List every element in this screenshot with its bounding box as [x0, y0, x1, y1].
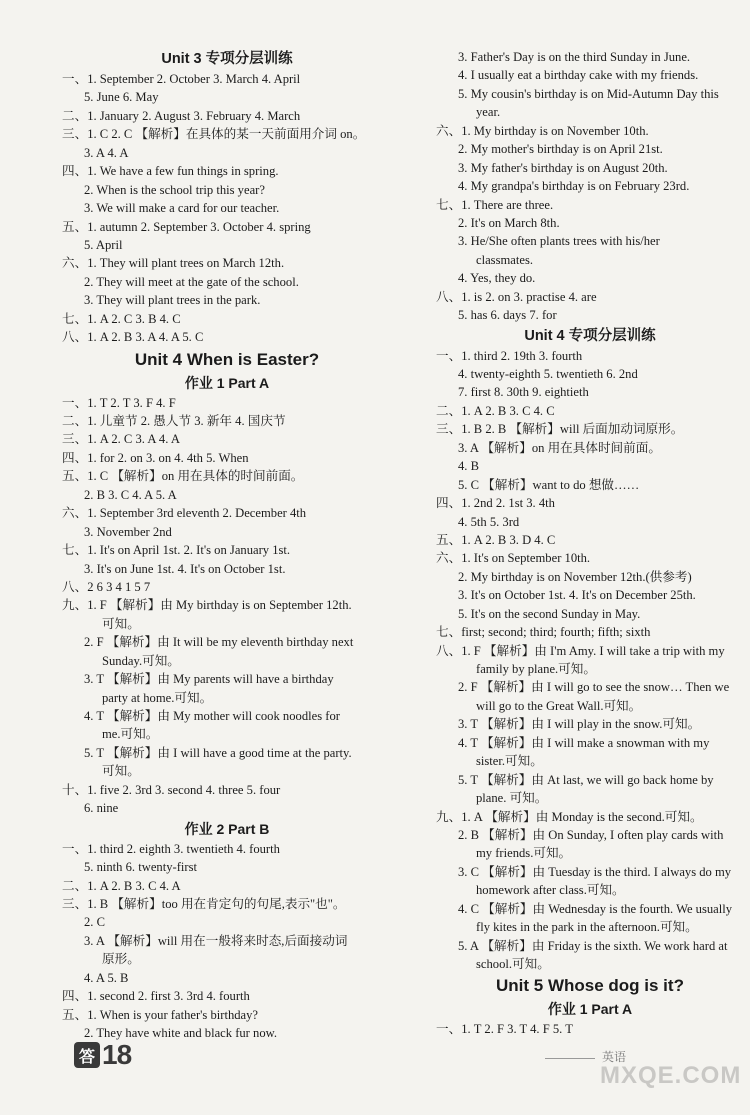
- answer-line: 四、1. We have a few fun things in spring.: [62, 164, 279, 179]
- answer-line: 3. November 2nd: [84, 524, 172, 539]
- answer-line: 六、1. It's on September 10th.: [436, 551, 591, 566]
- answer-line: my friends.可知。: [476, 846, 572, 861]
- answer-line: 4. C 【解析】由 Wednesday is the fourth. We usually: [458, 901, 733, 916]
- answer-line: 3. It's on June 1st. 4. It's on October 1st.: [84, 561, 286, 576]
- answer-line: 5. C 【解析】want to do 想做……: [458, 477, 640, 492]
- answer-line: 4. twenty-eighth 5. twentieth 6. 2nd: [458, 367, 638, 381]
- answer-line: 一、1. September 2. October 3. March 4. April: [62, 72, 301, 86]
- answer-line: 二、1. January 2. August 3. February 4. March: [62, 108, 301, 123]
- answer-line: 五、1. When is your father's birthday?: [62, 1007, 259, 1022]
- answer-line: 二、1. A 2. B 3. C 4. C: [436, 403, 555, 418]
- answer-line: 5. June 6. May: [84, 90, 159, 105]
- answer-line: 3. He/She often plants trees with his/her: [458, 234, 660, 249]
- answer-line: 九、1. F 【解析】由 My birthday is on September 12th.: [62, 598, 352, 613]
- answer-line: 八、1. A 2. B 3. A 4. A 5. C: [62, 330, 204, 345]
- answer-line: 3. It's on October 1st. 4. It's on December 25th.: [458, 588, 696, 603]
- answer-line: 2. They will meet at the gate of the school.: [84, 274, 299, 289]
- answer-line: 4. A 5. B: [84, 970, 129, 985]
- answer-line: 十、1. five 2. 3rd 3. second 4. three 5. four: [62, 782, 281, 797]
- answer-line: 4. I usually eat a birthday cake with my friends.: [458, 68, 699, 83]
- answer-line: will go to the Great Wall.可知。: [476, 698, 642, 713]
- answer-line: 五、1. C 【解析】on 用在具体的时间前面。: [62, 469, 304, 484]
- answer-line: party at home.可知。: [102, 690, 213, 705]
- answer-line: 5. T 【解析】由 At last, we will go back home by: [458, 772, 714, 787]
- answer-line: 4. My grandpa's birthday is on February 23rd.: [458, 179, 690, 194]
- answer-line: 7. first 8. 30th 9. eightieth: [458, 385, 589, 400]
- right-column: [436, 48, 744, 1039]
- answer-line: 九、1. A 【解析】由 Monday is the second.可知。: [436, 809, 703, 824]
- answer-line: 5. has 6. days 7. for: [458, 308, 557, 323]
- answer-line: 2. F 【解析】由 I will go to see the snow… Then we: [458, 680, 730, 695]
- answer-line: 2. My mother's birthday is on April 21st.: [458, 142, 663, 157]
- answer-line: 八、1. F 【解析】由 I'm Amy. I will take a trip with my: [436, 643, 725, 658]
- unit-heading: Unit 5 Whose dog is it?: [496, 976, 684, 996]
- answer-line: 三、1. B 2. B 【解析】will 后面加动词原形。: [436, 422, 684, 437]
- answer-line: 四、1. for 2. on 3. on 4. 4th 5. When: [62, 450, 249, 465]
- page-footer-badge: [74, 1040, 144, 1070]
- answer-line: 3. A 【解析】on 用在具体时间前面。: [458, 440, 661, 455]
- answer-line: 四、1. 2nd 2. 1st 3. 4th: [436, 496, 555, 511]
- answer-line: 七、1. It's on April 1st. 2. It's on January 1st.: [62, 543, 291, 558]
- answer-line: 3. C 【解析】由 Tuesday is the third. I always do my: [458, 864, 732, 879]
- part-heading: 作业 1 Part A: [547, 1001, 633, 1018]
- answer-line: 3. My father's birthday is on August 20th.: [458, 160, 668, 175]
- answer-line: 5. ninth 6. twenty-first: [84, 860, 197, 875]
- answer-line: 5. It's on the second Sunday in May.: [458, 606, 641, 621]
- answer-line: 二、1. 儿童节 2. 愚人节 3. 新年 4. 国庆节: [62, 414, 286, 428]
- answer-line: 2. F 【解析】由 It will be my eleventh birthday next: [84, 635, 354, 650]
- part-heading: 作业 1 Part A: [184, 374, 270, 391]
- answer-line: 3. T 【解析】由 I will play in the snow.可知。: [458, 717, 701, 732]
- answer-line: 六、1. September 3rd eleventh 2. December 4th: [62, 506, 307, 521]
- answer-line: 3. A 4. A: [84, 145, 129, 160]
- answer-line: 2. My birthday is on November 12th.(供参考): [458, 569, 692, 584]
- answer-line: 4. Yes, they do.: [458, 271, 536, 286]
- answer-line: 2. B 【解析】由 On Sunday, I often play cards with: [458, 827, 724, 842]
- answer-line: Sunday.可知。: [102, 653, 180, 668]
- answer-line: 2. B 3. C 4. A 5. A: [84, 487, 177, 502]
- answer-line: 一、1. T 2. F 3. T 4. F 5. T: [436, 1022, 573, 1037]
- section-heading: Unit 4 专项分层训练: [524, 327, 656, 344]
- answer-line: 可知。: [102, 764, 140, 779]
- answer-line: 3. T 【解析】由 My parents will have a birthday: [84, 672, 334, 687]
- answer-line: 原形。: [102, 952, 140, 967]
- answer-line: 可知。: [102, 616, 140, 631]
- answer-line: 5. T 【解析】由 I will have a good time at the party.: [84, 745, 352, 760]
- answer-line: 2. C: [84, 915, 105, 930]
- answer-line: 3. Father's Day is on the third Sunday in June.: [458, 50, 691, 64]
- answer-line: 4. B: [458, 459, 479, 474]
- answer-line: 六、1. My birthday is on November 10th.: [436, 123, 649, 138]
- section-heading: Unit 3 专项分层训练: [161, 51, 293, 67]
- answer-line: 一、1. third 2. eighth 3. twentieth 4. fourth: [62, 841, 280, 856]
- answer-line: 4. 5th 5. 3rd: [458, 514, 520, 529]
- answer-line: 4. T 【解析】由 I will make a snowman with my: [458, 735, 710, 750]
- answer-line: 5. April: [84, 237, 123, 252]
- answer-badge-icon: 答: [74, 1042, 100, 1068]
- answer-line: 5. My cousin's birthday is on Mid-Autumn Day this: [458, 86, 719, 101]
- answer-line: plane. 可知。: [476, 791, 548, 806]
- answer-line: 七、1. A 2. C 3. B 4. C: [62, 311, 181, 326]
- watermark-logo: MXQE.COM: [600, 1062, 742, 1089]
- part-heading: 作业 2 Part B: [184, 820, 270, 837]
- answer-line: 八、1. is 2. on 3. practise 4. are: [436, 289, 597, 304]
- answer-line: 三、1. C 2. C 【解析】在具体的某一天前面用介词 on。: [62, 127, 366, 142]
- answer-line: 七、first; second; third; fourth; fifth; sixth: [436, 625, 651, 640]
- footer-subject: 英语: [602, 1050, 627, 1064]
- answer-line: fly kites in the park in the afternoon.可知。: [476, 920, 698, 935]
- answer-line: classmates.: [476, 252, 534, 267]
- answer-line: sister.可知。: [476, 754, 543, 769]
- answer-line: 六、1. They will plant trees on March 12th.: [62, 256, 285, 271]
- answer-line: 一、1. T 2. T 3. F 4. F: [62, 395, 176, 410]
- answer-line: 3. They will plant trees in the park.: [84, 293, 261, 308]
- answer-line: 6. nine: [84, 801, 119, 816]
- answer-line: 四、1. second 2. first 3. 3rd 4. fourth: [62, 989, 250, 1004]
- answer-line: 2. They have white and black fur now.: [84, 1026, 278, 1040]
- answer-line: 一、1. third 2. 19th 3. fourth: [436, 348, 583, 363]
- answer-line: 三、1. B 【解析】too 用在肯定句的句尾,表示"也"。: [62, 896, 346, 911]
- answer-line: 八、2 6 3 4 1 5 7: [62, 579, 151, 594]
- answer-line: 4. T 【解析】由 My mother will cook noodles for: [84, 709, 340, 723]
- answer-line: family by plane.可知。: [476, 662, 596, 676]
- answer-line: 五、1. A 2. B 3. D 4. C: [436, 532, 556, 547]
- answer-line: 五、1. autumn 2. September 3. October 4. spring: [62, 219, 311, 234]
- answer-line: 2. When is the school trip this year?: [84, 182, 265, 197]
- answer-line: 3. A 【解析】will 用在一般将来时态,后面接动词: [84, 933, 348, 948]
- answer-line: 三、1. A 2. C 3. A 4. A: [62, 432, 180, 447]
- answer-line: school.可知。: [476, 957, 550, 971]
- answer-line: 5. A 【解析】由 Friday is the sixth. We work hard at: [458, 938, 728, 953]
- answer-line: me.可知。: [102, 727, 159, 742]
- footer-divider: [545, 1058, 595, 1059]
- left-column: [62, 48, 392, 1042]
- answer-line: 七、1. There are three.: [436, 197, 554, 212]
- unit-heading: Unit 4 When is Easter?: [134, 349, 320, 369]
- page-number: 18: [102, 1039, 132, 1070]
- answer-line: year.: [476, 105, 501, 120]
- answer-line: homework after class.可知。: [476, 883, 625, 898]
- answer-line: 2. It's on March 8th.: [458, 215, 560, 230]
- answer-line: 二、1. A 2. B 3. C 4. A: [62, 878, 181, 893]
- answer-line: 3. We will make a card for our teacher.: [84, 201, 280, 216]
